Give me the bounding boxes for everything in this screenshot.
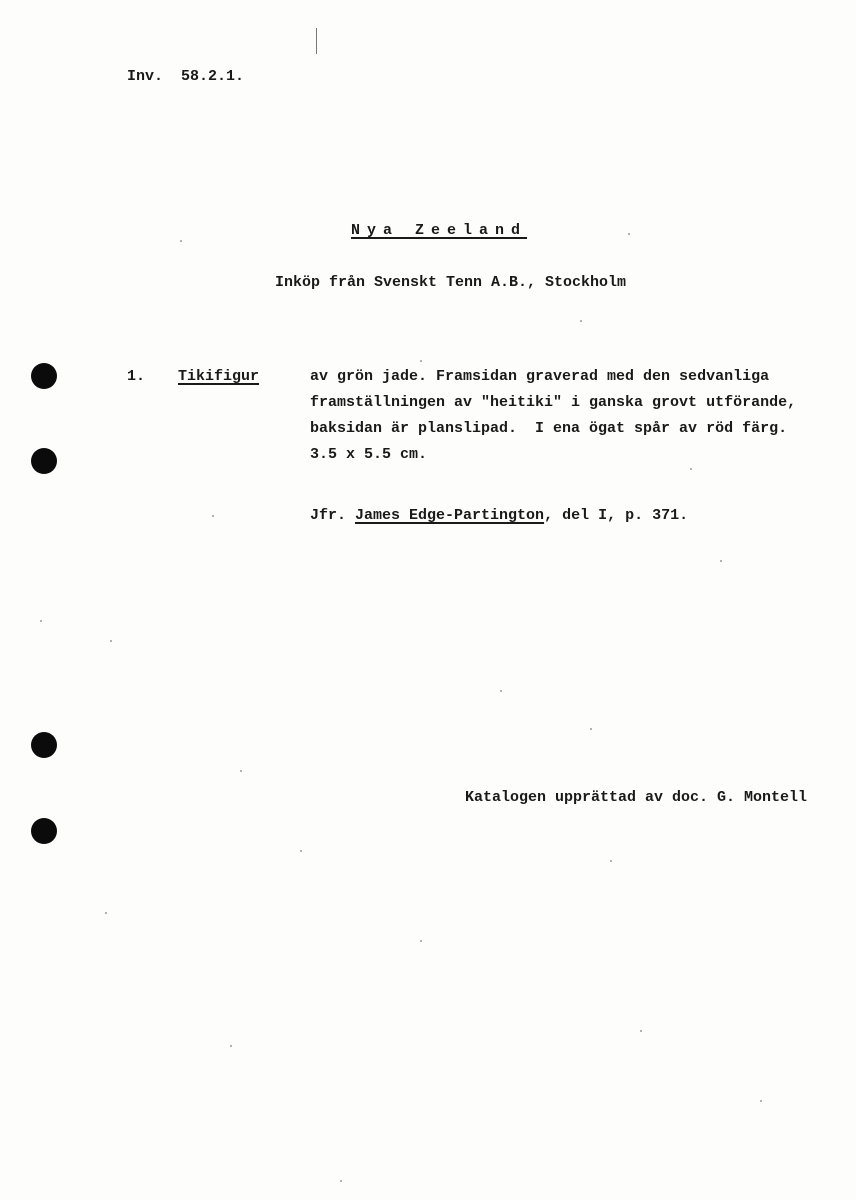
reference-line [310,507,688,525]
reference-prefix: Jfr. [310,507,347,524]
entry-description-line: framställningen av "heitiki" i ganska grovt utförande, [310,394,797,411]
entry-description-line: 3.5 x 5.5 cm. [310,446,428,463]
entry-description-line: baksidan är planslipad. I ena ögat spår av röd färg. [310,420,788,437]
entry-title: Tikifigur [178,368,260,385]
entry-number: 1. [127,368,146,385]
inventory-number: Inv. 58.2.1. [127,68,245,85]
scan-mark [316,28,317,54]
punch-hole-icon [31,818,57,844]
reference-suffix: , del I, p. 371. [544,507,689,524]
punch-hole-icon [31,732,57,758]
region-heading: Nya Zeeland [351,222,528,239]
acquisition-line: Inköp från Svenskt Tenn A.B., Stockholm [275,274,627,291]
punch-hole-icon [31,448,57,474]
reference-author: James Edge-Partington [355,507,545,524]
punch-hole-icon [31,363,57,389]
entry-description-line: av grön jade. Framsidan graverad med den sedvanliga [310,368,770,385]
cataloguer-note: Katalogen upprättad av doc. G. Montell [465,789,808,806]
